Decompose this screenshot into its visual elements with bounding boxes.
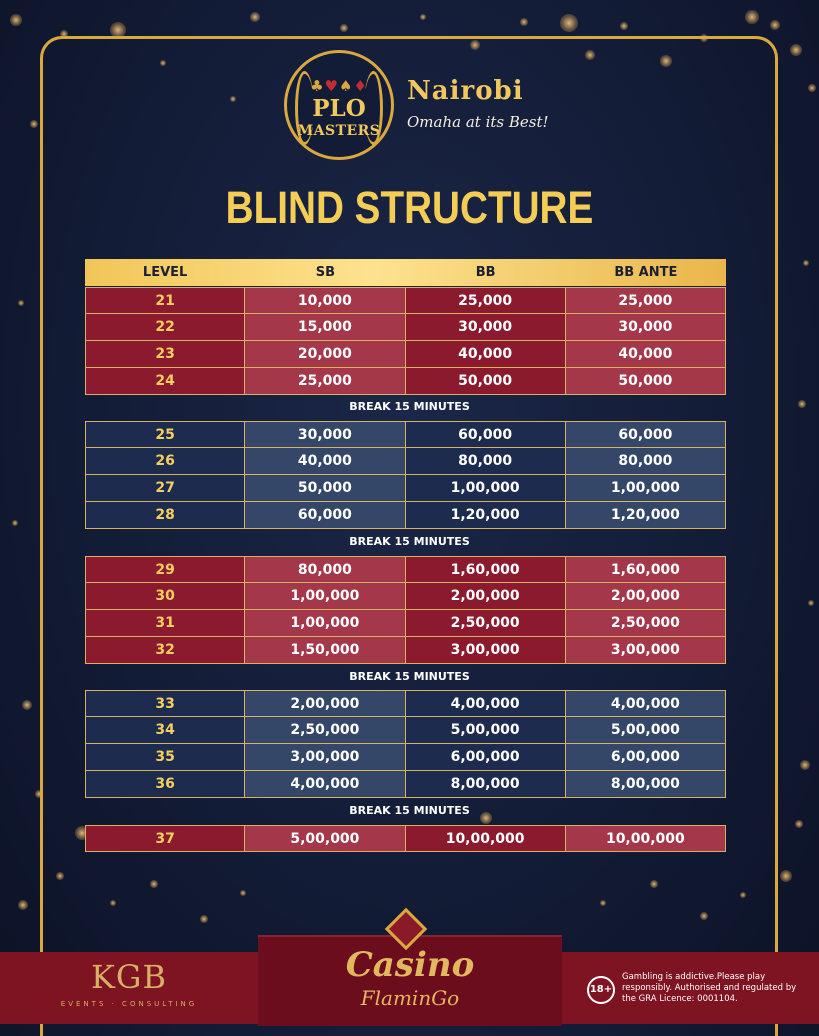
break-label: BREAK 15 MINUTES xyxy=(349,535,470,548)
card-suits-icon: ♣♥♠♦ xyxy=(310,77,368,95)
cell-sb: 1,00,000 xyxy=(245,610,405,637)
bokeh-dot xyxy=(780,870,792,882)
cell-sb: 4,00,000 xyxy=(245,771,405,798)
cell-bb-ante: 6,00,000 xyxy=(566,744,726,771)
cell-level: 21 xyxy=(85,287,245,314)
header-sb: SB xyxy=(315,265,336,280)
cell-sb: 1,50,000 xyxy=(245,637,405,664)
table-row xyxy=(85,421,726,448)
bokeh-dot xyxy=(795,820,803,828)
cell-bb-ante: 4,00,000 xyxy=(566,690,726,717)
cell-bb: 1,00,000 xyxy=(406,475,566,502)
table-row xyxy=(85,502,726,529)
table-row xyxy=(85,637,726,664)
kgb-logo: KGB xyxy=(91,958,167,996)
cell-bb: 8,00,000 xyxy=(406,771,566,798)
cell-bb: 25,000 xyxy=(406,287,566,314)
table-row xyxy=(85,610,726,637)
cell-sb: 2,00,000 xyxy=(245,690,405,717)
header-level: LEVEL xyxy=(142,265,188,280)
table-row xyxy=(85,475,726,502)
bokeh-dot xyxy=(420,14,426,20)
city-name: Nairobi xyxy=(407,76,524,106)
level-group xyxy=(85,421,726,529)
cell-level: 34 xyxy=(85,717,245,744)
cell-level: 29 xyxy=(85,556,245,583)
table-row xyxy=(85,314,726,341)
bokeh-dot xyxy=(803,260,809,266)
bokeh-dot xyxy=(770,20,780,30)
cell-bb-ante: 30,000 xyxy=(566,314,726,341)
cell-sb: 25,000 xyxy=(245,368,405,395)
cell-bb-ante: 1,00,000 xyxy=(566,475,726,502)
cell-level: 30 xyxy=(85,583,245,610)
bokeh-dot xyxy=(520,18,528,26)
cell-level: 23 xyxy=(85,341,245,368)
break-label: BREAK 15 MINUTES xyxy=(349,670,470,683)
cell-level: 36 xyxy=(85,771,245,798)
bokeh-dot xyxy=(18,300,24,306)
bokeh-dot xyxy=(18,900,28,910)
cell-sb: 50,000 xyxy=(245,475,405,502)
level-group xyxy=(85,556,726,664)
bokeh-dot xyxy=(745,10,759,24)
cell-level: 22 xyxy=(85,314,245,341)
cell-level: 31 xyxy=(85,610,245,637)
cell-bb: 1,60,000 xyxy=(406,556,566,583)
table-row xyxy=(85,368,726,395)
table-row xyxy=(85,825,726,852)
cell-bb-ante: 60,000 xyxy=(566,421,726,448)
cell-sb: 10,000 xyxy=(245,287,405,314)
bokeh-dot xyxy=(340,24,348,32)
responsible-gambling-text: Gambling is addictive.Please play responsibly. Authorised and regulated by the GRA Licence: 0001104. xyxy=(622,972,797,1004)
cell-sb: 15,000 xyxy=(245,314,405,341)
cell-level: 35 xyxy=(85,744,245,771)
cell-bb-ante: 40,000 xyxy=(566,341,726,368)
casino-logo-text: Casino xyxy=(345,945,475,985)
cell-bb-ante: 1,60,000 xyxy=(566,556,726,583)
table-row xyxy=(85,583,726,610)
cell-bb-ante: 8,00,000 xyxy=(566,771,726,798)
cell-sb: 2,50,000 xyxy=(245,717,405,744)
table-row xyxy=(85,341,726,368)
logo-plo-text: PLO xyxy=(312,95,366,122)
cell-bb-ante: 1,20,000 xyxy=(566,502,726,529)
cell-sb: 5,00,000 xyxy=(245,825,405,852)
plo-masters-logo xyxy=(284,50,394,160)
cell-sb: 3,00,000 xyxy=(245,744,405,771)
cell-level: 33 xyxy=(85,690,245,717)
header-bb-ante: BB ANTE xyxy=(614,265,678,280)
table-row xyxy=(85,771,726,798)
cell-bb: 2,50,000 xyxy=(406,610,566,637)
table-row xyxy=(85,717,726,744)
tagline: Omaha at its Best! xyxy=(407,113,549,131)
cell-bb-ante: 2,50,000 xyxy=(566,610,726,637)
bokeh-dot xyxy=(10,14,22,26)
cell-bb: 80,000 xyxy=(406,448,566,475)
cell-sb: 60,000 xyxy=(245,502,405,529)
header-bb: BB xyxy=(475,265,496,280)
bokeh-dot xyxy=(620,22,628,30)
cell-bb: 40,000 xyxy=(406,341,566,368)
bokeh-dot xyxy=(30,120,38,128)
cell-bb: 6,00,000 xyxy=(406,744,566,771)
cell-bb: 50,000 xyxy=(406,368,566,395)
cell-level: 32 xyxy=(85,637,245,664)
cell-bb-ante: 50,000 xyxy=(566,368,726,395)
cell-sb: 80,000 xyxy=(245,556,405,583)
page-title: BLIND STRUCTURE xyxy=(225,182,594,233)
level-group xyxy=(85,690,726,798)
bokeh-dot xyxy=(12,520,18,526)
table-row xyxy=(85,287,726,314)
cell-bb: 2,00,000 xyxy=(406,583,566,610)
cell-level: 24 xyxy=(85,368,245,395)
bokeh-dot xyxy=(808,84,816,92)
cell-sb: 30,000 xyxy=(245,421,405,448)
age-badge: 18+ xyxy=(587,976,615,1004)
table-row xyxy=(85,556,726,583)
level-group xyxy=(85,825,726,852)
cell-level: 27 xyxy=(85,475,245,502)
cell-bb-ante: 3,00,000 xyxy=(566,637,726,664)
bokeh-dot xyxy=(800,760,810,770)
cell-bb: 10,00,000 xyxy=(406,825,566,852)
flamingo-logo-text: FlaminGo xyxy=(360,986,460,1010)
table-row xyxy=(85,744,726,771)
bokeh-dot xyxy=(808,600,814,606)
cell-bb-ante: 25,000 xyxy=(566,287,726,314)
cell-sb: 1,00,000 xyxy=(245,583,405,610)
cell-bb-ante: 2,00,000 xyxy=(566,583,726,610)
cell-level: 26 xyxy=(85,448,245,475)
cell-sb: 20,000 xyxy=(245,341,405,368)
table-row xyxy=(85,448,726,475)
cell-sb: 40,000 xyxy=(245,448,405,475)
cell-bb: 3,00,000 xyxy=(406,637,566,664)
bokeh-dot xyxy=(250,12,260,22)
level-group xyxy=(85,287,726,395)
bokeh-dot xyxy=(790,44,802,56)
bokeh-dot xyxy=(560,14,578,32)
cell-bb-ante: 5,00,000 xyxy=(566,717,726,744)
kgb-subtitle: EVENTS · CONSULTING xyxy=(60,1000,198,1008)
cell-bb: 30,000 xyxy=(406,314,566,341)
cell-level: 28 xyxy=(85,502,245,529)
table-row xyxy=(85,690,726,717)
table-header xyxy=(85,259,726,286)
cell-bb: 1,20,000 xyxy=(406,502,566,529)
break-label: BREAK 15 MINUTES xyxy=(349,804,470,817)
cell-bb: 60,000 xyxy=(406,421,566,448)
cell-level: 37 xyxy=(85,825,245,852)
cell-bb-ante: 10,00,000 xyxy=(566,825,726,852)
logo-masters-text: MASTERS xyxy=(297,123,381,139)
bokeh-dot xyxy=(22,700,32,710)
break-label: BREAK 15 MINUTES xyxy=(349,400,470,413)
cell-bb: 5,00,000 xyxy=(406,717,566,744)
cell-level: 25 xyxy=(85,421,245,448)
cell-bb-ante: 80,000 xyxy=(566,448,726,475)
cell-bb: 4,00,000 xyxy=(406,690,566,717)
